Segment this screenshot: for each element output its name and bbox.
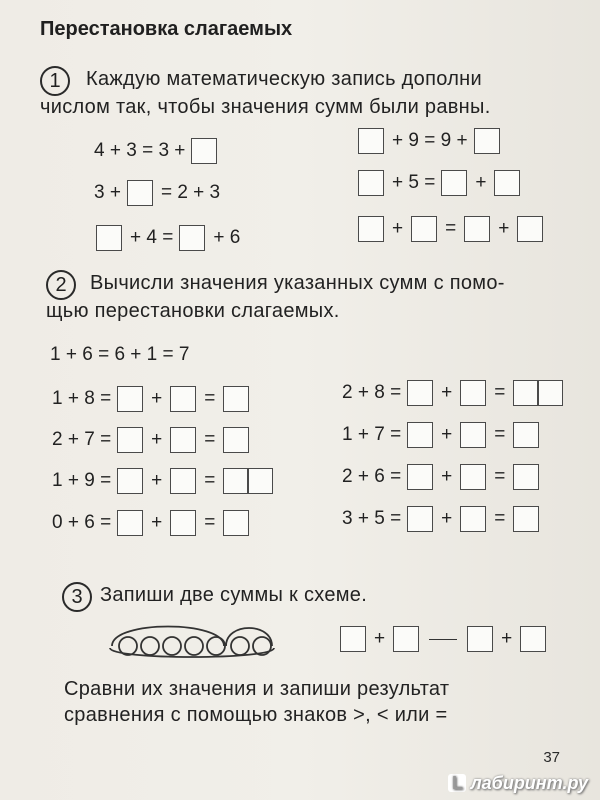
- answer-box[interactable]: [474, 128, 500, 154]
- answer-box[interactable]: [117, 468, 143, 494]
- task-2-left-row-1: [52, 386, 251, 412]
- equation-text: = 2 + 3: [160, 182, 221, 203]
- plus-sign: +: [441, 466, 453, 487]
- watermark: [448, 773, 588, 794]
- task-2-right-row-4: [342, 506, 541, 532]
- answer-box[interactable]: [170, 427, 196, 453]
- answer-box[interactable]: [464, 216, 490, 242]
- equals-sign: =: [204, 429, 216, 450]
- circles-scheme-diagram: [104, 616, 280, 660]
- scheme-circle: [119, 637, 137, 655]
- answer-box[interactable]: [513, 464, 539, 490]
- equation-text: + 6: [213, 227, 241, 248]
- answer-box[interactable]: [117, 510, 143, 536]
- answer-box[interactable]: [223, 386, 249, 412]
- answer-box[interactable]: [517, 216, 543, 242]
- scheme-circle: [163, 637, 181, 655]
- task-1-equation-5: [356, 170, 522, 196]
- answer-box[interactable]: [170, 468, 196, 494]
- answer-box[interactable]: [411, 216, 437, 242]
- answer-box[interactable]: [191, 138, 217, 164]
- answer-box[interactable]: [127, 180, 153, 206]
- task-1-text-line1: Каждую математическую запись дополни: [86, 68, 482, 90]
- task-1-equation-3: [94, 225, 240, 251]
- answer-box[interactable]: [223, 427, 249, 453]
- plus-sign: +: [151, 388, 163, 409]
- scheme-circle: [207, 637, 225, 655]
- task-2-text-line1: Вычисли значения указанных сумм с помо-: [90, 272, 505, 294]
- watermark-text: лабиринт.ру: [470, 773, 588, 793]
- equation-text: 2 + 8 =: [342, 382, 402, 403]
- equation-text: 4 + 3 = 3 +: [94, 140, 186, 161]
- task-1-equation-1: [94, 138, 219, 164]
- answer-box[interactable]: [170, 386, 196, 412]
- task-2-left-row-4: [52, 510, 251, 536]
- task-2-right-row-1: [342, 380, 565, 406]
- equation-text: 0 + 6 =: [52, 512, 112, 533]
- scheme-circle: [231, 637, 249, 655]
- equals-sign: =: [494, 424, 506, 445]
- answer-box[interactable]: [407, 464, 433, 490]
- answer-box[interactable]: [441, 170, 467, 196]
- task-3-comparison: [338, 626, 548, 652]
- task-3-text-line3: сравнения с помощью знаков >, < или =: [64, 704, 448, 726]
- answer-box[interactable]: [513, 506, 539, 532]
- scheme-circle: [141, 637, 159, 655]
- plus-sign: +: [151, 470, 163, 491]
- answer-box[interactable]: [96, 225, 122, 251]
- equals-sign: =: [204, 512, 216, 533]
- task-1-equation-6: [356, 216, 545, 242]
- answer-box[interactable]: [393, 626, 419, 652]
- equation-text: 1 + 9 =: [52, 470, 112, 491]
- equals-sign: =: [204, 470, 216, 491]
- answer-box[interactable]: [407, 506, 433, 532]
- equation-text: 1 + 7 =: [342, 424, 402, 445]
- answer-box[interactable]: [358, 216, 384, 242]
- page-title: Перестановка слагаемых: [40, 18, 293, 40]
- equation-text: + 9 = 9 +: [392, 130, 468, 151]
- equation-text: 2 + 7 =: [52, 429, 112, 450]
- task-1-number: 1: [40, 66, 70, 96]
- equation-text: 1 + 8 =: [52, 388, 112, 409]
- answer-box-two-digit[interactable]: [513, 380, 563, 406]
- answer-box[interactable]: [460, 464, 486, 490]
- answer-box[interactable]: [358, 170, 384, 196]
- answer-box[interactable]: [520, 626, 546, 652]
- answer-box[interactable]: [513, 422, 539, 448]
- answer-box[interactable]: [407, 380, 433, 406]
- plus-sign: +: [374, 628, 386, 649]
- answer-box[interactable]: [460, 506, 486, 532]
- plus-sign: +: [441, 508, 453, 529]
- answer-box[interactable]: [460, 422, 486, 448]
- task-2-left-row-2: [52, 427, 251, 453]
- example-text: 1 + 6 = 6 + 1 = 7: [50, 344, 190, 365]
- answer-box[interactable]: [340, 626, 366, 652]
- task-2-number: 2: [46, 270, 76, 300]
- plus-sign: +: [151, 429, 163, 450]
- labirint-logo-icon: L: [448, 774, 466, 792]
- answer-box[interactable]: [407, 422, 433, 448]
- plus-sign: +: [441, 382, 453, 403]
- page-number: 37: [543, 749, 560, 766]
- answer-box-two-digit[interactable]: [223, 468, 273, 494]
- equals-sign: =: [494, 382, 506, 403]
- equation-text: + 5 =: [392, 172, 436, 193]
- task-2-text-line2: щью перестановки слагаемых.: [46, 300, 340, 322]
- equation-text: 3 +: [94, 182, 121, 203]
- task-1-equation-2: [94, 180, 220, 206]
- task-3-text-line1: Запиши две суммы к схеме.: [100, 584, 368, 606]
- task-2-right-row-2: [342, 422, 541, 448]
- plus-sign: +: [498, 218, 510, 239]
- plus-sign: +: [151, 512, 163, 533]
- task-1-text-line2: числом так, чтобы значения сумм были равны.: [40, 96, 491, 118]
- plus-sign: +: [501, 628, 513, 649]
- task-2-left-row-3: [52, 468, 275, 494]
- task-3-number: 3: [62, 582, 92, 612]
- answer-box[interactable]: [460, 380, 486, 406]
- equals-sign: =: [494, 466, 506, 487]
- plus-sign: +: [441, 424, 453, 445]
- answer-box[interactable]: [467, 626, 493, 652]
- plus-sign: +: [475, 172, 487, 193]
- answer-box[interactable]: [117, 386, 143, 412]
- equation-text: + 4 =: [130, 227, 174, 248]
- equals-sign: =: [494, 508, 506, 529]
- answer-box[interactable]: [223, 510, 249, 536]
- plus-sign: +: [392, 218, 404, 239]
- equation-text: 3 + 5 =: [342, 508, 402, 529]
- comparison-blank-line[interactable]: [429, 639, 457, 640]
- task-1-equation-4: [356, 128, 502, 154]
- equation-text: 2 + 6 =: [342, 466, 402, 487]
- task-2-example: [50, 344, 189, 366]
- scheme-circle: [185, 637, 203, 655]
- equals-sign: =: [445, 218, 457, 239]
- task-2-right-row-3: [342, 464, 541, 490]
- task-3-text-line2: Сравни их значения и запиши результат: [64, 678, 450, 700]
- answer-box[interactable]: [170, 510, 196, 536]
- answer-box[interactable]: [494, 170, 520, 196]
- answer-box[interactable]: [117, 427, 143, 453]
- answer-box[interactable]: [358, 128, 384, 154]
- answer-box[interactable]: [179, 225, 205, 251]
- equals-sign: =: [204, 388, 216, 409]
